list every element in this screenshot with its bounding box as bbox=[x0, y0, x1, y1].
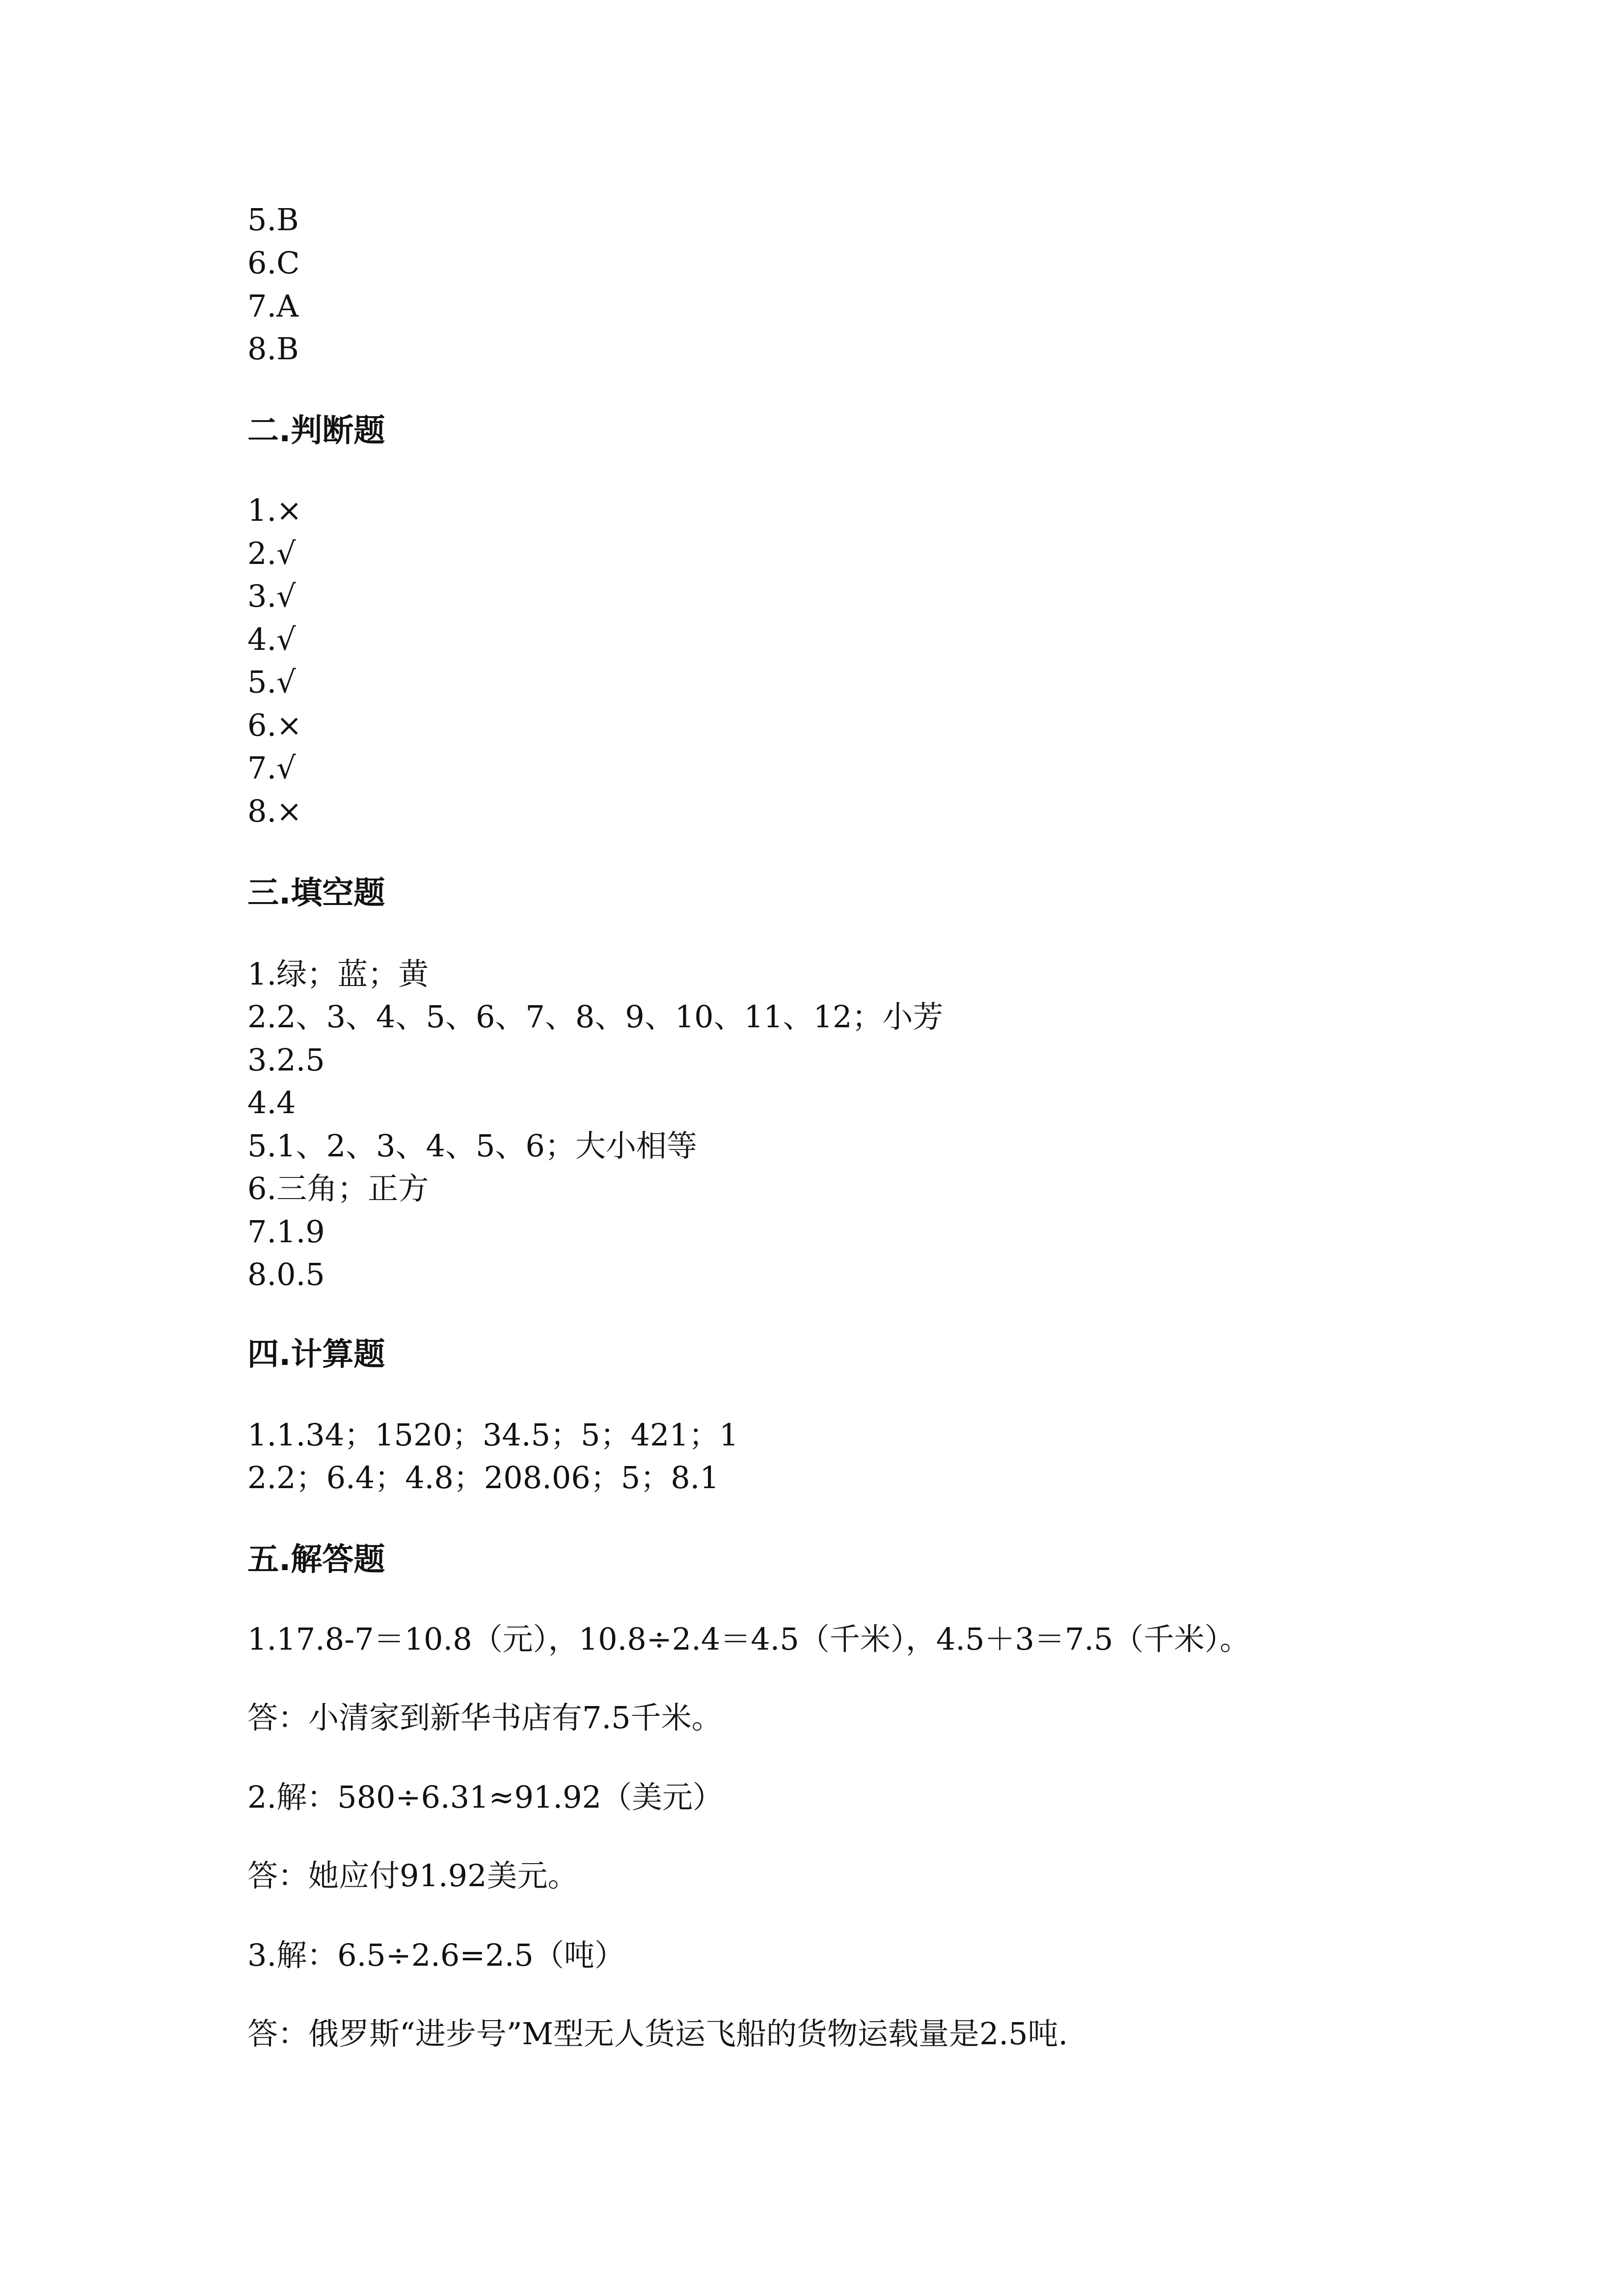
answer-line: 7.1.9 bbox=[247, 1214, 325, 1250]
answer-line: 6.× bbox=[247, 707, 302, 743]
answer-line: 3.√ bbox=[247, 578, 296, 614]
solution-line: 1.17.8-7＝10.8（元），10.8÷2.4＝4.5（千米），4.5＋3＝7.5（千米）。 bbox=[247, 1621, 1250, 1657]
answer-line: 8.B bbox=[247, 331, 299, 367]
answer-line: 6.三角；正方 bbox=[247, 1171, 429, 1206]
section-heading: 二.判断题 bbox=[247, 413, 385, 449]
section-heading: 三.填空题 bbox=[247, 875, 385, 911]
answer-line: 1.× bbox=[247, 492, 302, 528]
answer-statement: 答：小清家到新华书店有7.5千米。 bbox=[247, 1700, 722, 1735]
solution-line: 3.解：6.5÷2.6=2.5（吨） bbox=[247, 1937, 625, 1973]
answer-line: 5.√ bbox=[247, 664, 296, 700]
answer-line: 4.√ bbox=[247, 621, 296, 657]
answer-line: 5.1、2、3、4、5、6；大小相等 bbox=[247, 1128, 697, 1164]
answer-line: 2.2；6.4；4.8；208.06；5；8.1 bbox=[247, 1460, 719, 1495]
answer-line: 7.√ bbox=[247, 750, 296, 786]
answer-line: 2.2、3、4、5、6、7、8、9、10、11、12；小芳 bbox=[247, 999, 944, 1035]
answer-line: 8.× bbox=[247, 793, 302, 829]
answer-line: 8.0.5 bbox=[247, 1256, 325, 1292]
section-heading: 四.计算题 bbox=[247, 1336, 385, 1373]
answer-statement: 答：俄罗斯“进步号”M型无人货运飞船的货物运载量是2.5吨. bbox=[247, 2016, 1068, 2052]
answer-line: 2.√ bbox=[247, 535, 296, 571]
answer-line: 3.2.5 bbox=[247, 1042, 325, 1078]
answer-line: 6.C bbox=[247, 245, 300, 281]
answer-line: 7.A bbox=[247, 288, 298, 324]
answer-line: 4.4 bbox=[247, 1085, 296, 1121]
answer-line: 1.1.34；1520；34.5；5；421；1 bbox=[247, 1417, 739, 1453]
answer-line: 5.B bbox=[247, 202, 299, 238]
answer-statement: 答：她应付91.92美元。 bbox=[247, 1858, 578, 1894]
solution-line: 2.解：580÷6.31≈91.92（美元） bbox=[247, 1779, 723, 1815]
section-heading: 五.解答题 bbox=[247, 1542, 385, 1578]
answer-line: 1.绿；蓝；黄 bbox=[247, 956, 429, 992]
